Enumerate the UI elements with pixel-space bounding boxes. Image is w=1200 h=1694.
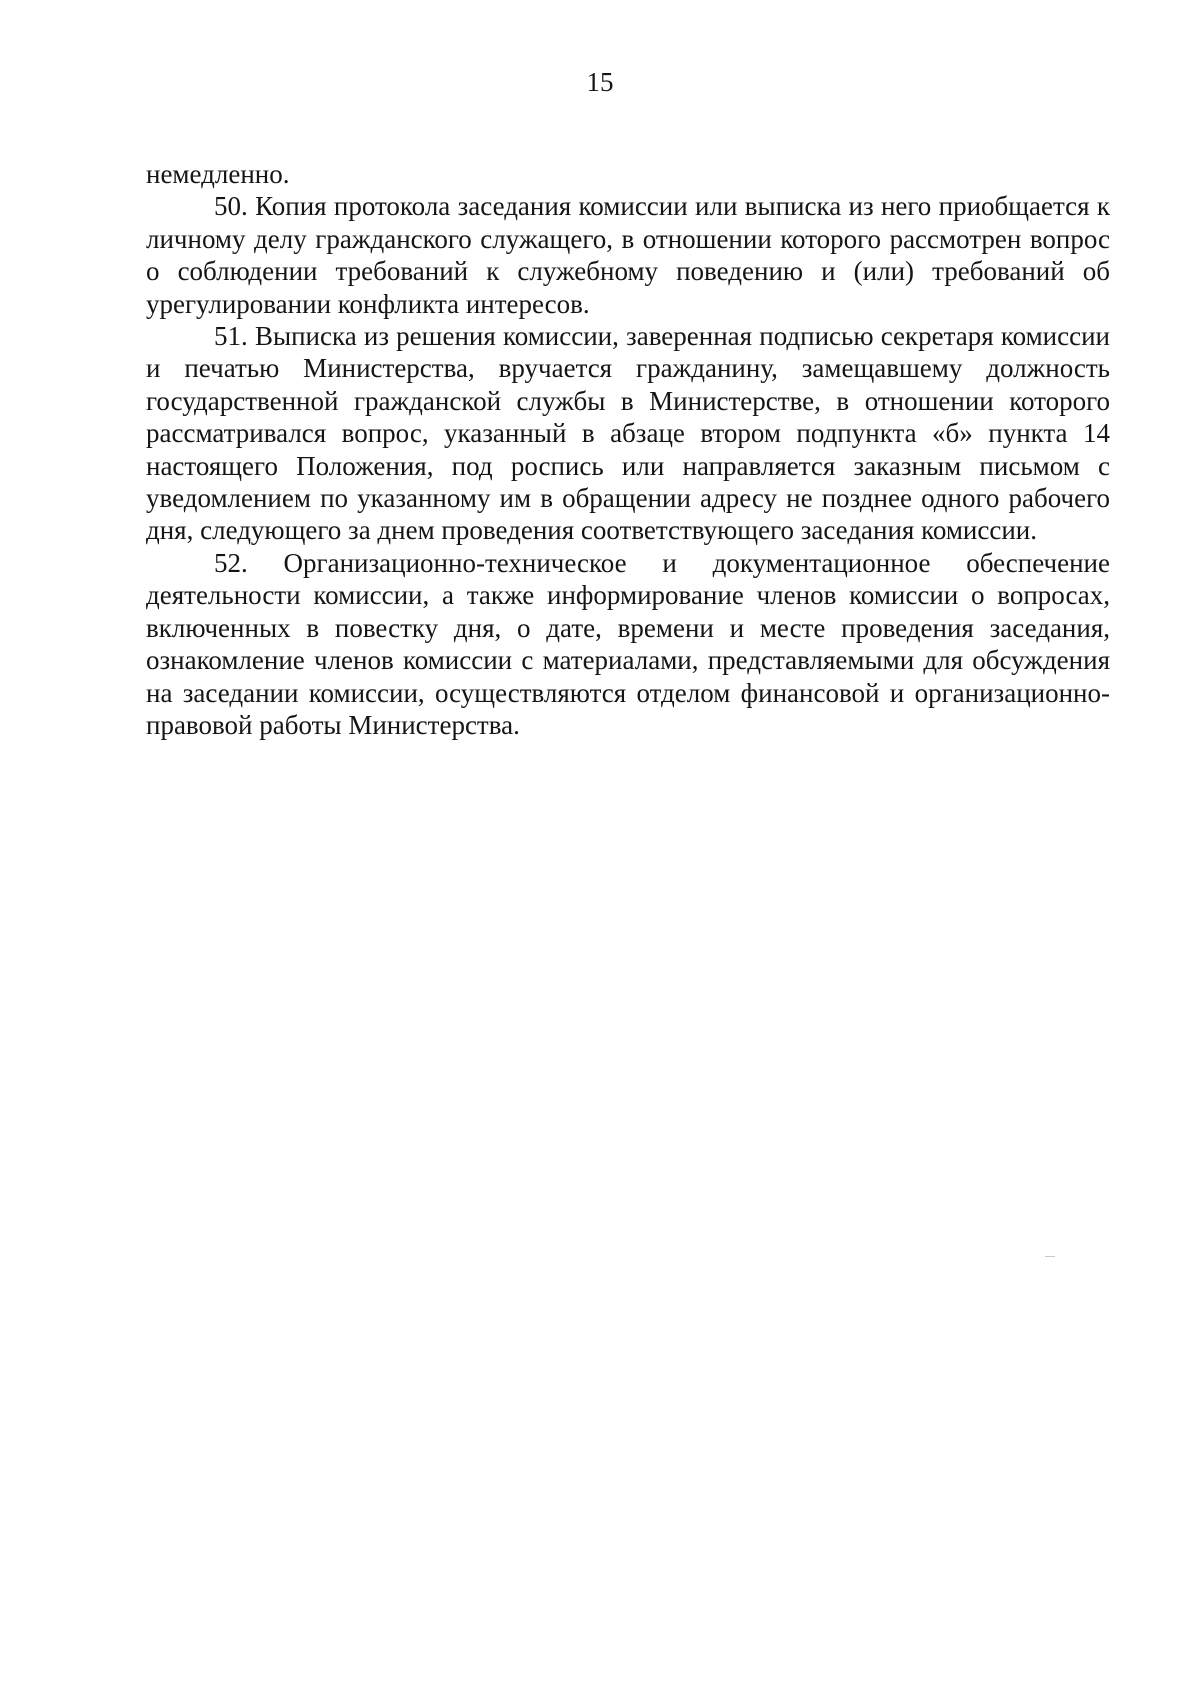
scan-artifact bbox=[1045, 1256, 1055, 1257]
paragraph-continuation: немедленно. bbox=[146, 159, 290, 189]
paragraph-51: 51. Выписка из решения комиссии, заверенная подписью секретаря комиссии и печатью Министерства, вручается гражданину, замещавшему должность государственной гражданской службы в Министерстве, в отношении которого рассматривался вопрос, указанный в абзаце втором подпункта «б» пункта 14 настоящего Положения, под роспись или направляется заказным письмом с уведомлением по указанному им в обращении адресу не позднее одного рабочего дня, следующего за днем проведения соответствующего заседания комиссии. bbox=[146, 321, 1110, 546]
document-body bbox=[146, 158, 1110, 741]
page-number: 15 bbox=[586, 67, 614, 97]
paragraph-52: 52. Организационно-техническое и документационное обеспечение деятельности комиссии, а также информирование членов комиссии о вопросах, включенных в повестку дня, о дате, времени и месте проведения заседания, ознакомление членов комиссии с материалами, представляемыми для обсуждения на заседании комиссии, осуществляются отделом финансовой и организационно-правовой работы Министерства. bbox=[146, 547, 1110, 740]
paragraph-50: 50. Копия протокола заседания комиссии или выписка из него приобщается к личному делу гражданского служащего, в отношении которого рассмотрен вопрос о соблюдении требований к служебному поведению и (или) требований об урегулировании конфликта интересов. bbox=[146, 191, 1110, 319]
